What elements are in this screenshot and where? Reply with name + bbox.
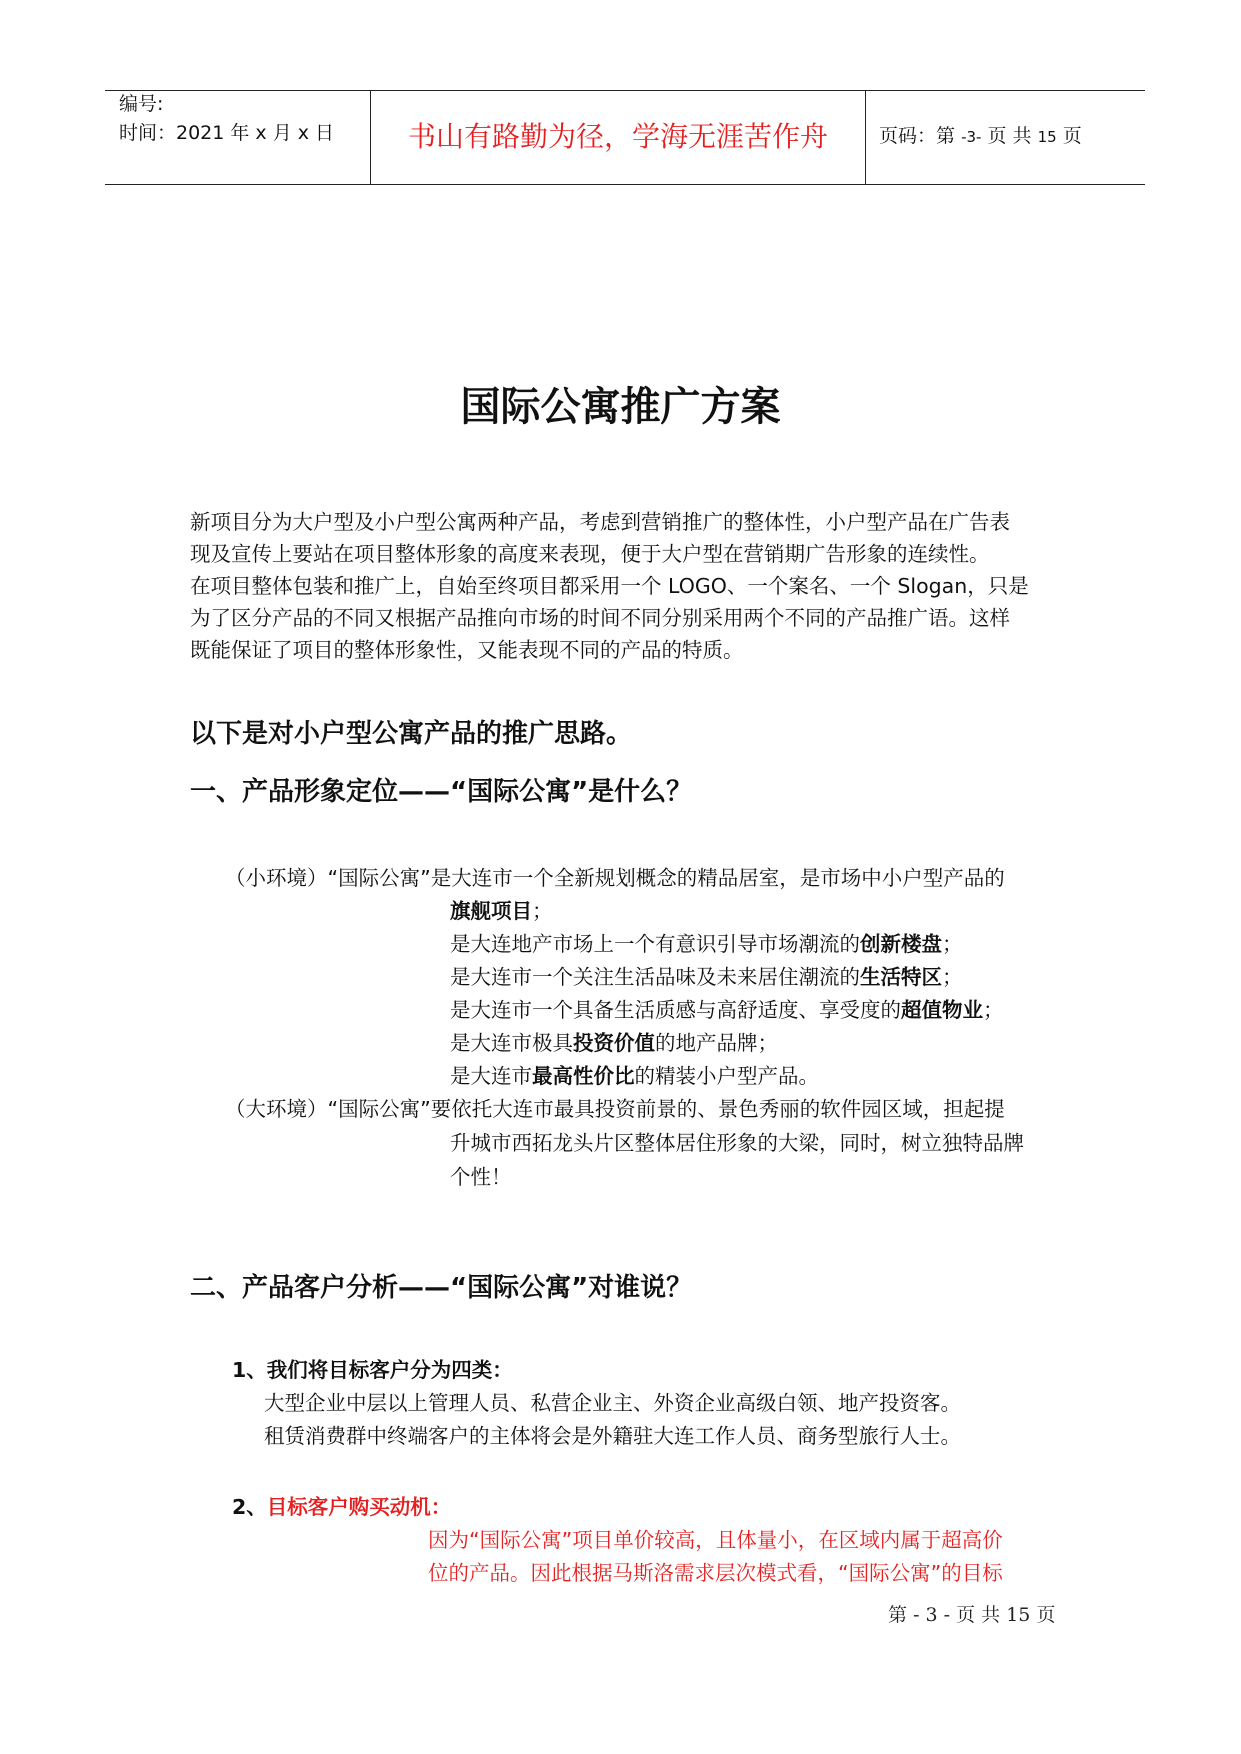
item-highlight: 生活特区 (860, 965, 942, 989)
small-env-label: （小环境）“国际公寓” (225, 866, 431, 890)
item-highlight: 旗舰项目 (450, 899, 532, 923)
subsection1-title (232, 1354, 513, 1386)
positioning-item (450, 1027, 778, 1059)
intro-line: 为了区分产品的不同又根据产品推向市场的时间不同分别采用两个不同的产品推广语。这样 (190, 606, 1010, 630)
item-text: 是大连市一个具备生活质感与高舒适度、享受度的 (450, 998, 901, 1022)
item-highlight: 创新楼盘 (860, 932, 942, 956)
positioning-item (450, 994, 1004, 1026)
subsection1-line: 租赁消费群中终端客户的主体将会是外籍驻大连工作人员、商务型旅行人士。 (264, 1424, 961, 1448)
page-footer (888, 1602, 1055, 1628)
section2-heading: 二、产品客户分析——“国际公寓”对谁说？ (190, 1273, 693, 1303)
item-highlight: 投资价值 (573, 1031, 655, 1055)
intro-paragraph (190, 506, 1060, 666)
header-left-cell (105, 91, 371, 184)
footer-suffix: 页 (1036, 1604, 1056, 1626)
page-total: 15 (1037, 128, 1057, 146)
page-suffix: 页 (1062, 125, 1082, 147)
page-mid: 页 共 (987, 125, 1032, 147)
item-text: ； (532, 899, 553, 923)
subsection1-number: 1、 (232, 1358, 267, 1382)
intro-line: 新项目分为大户型及小户型公寓两种产品，考虑到营销推广的整体性，小户型产品在广告表 (190, 510, 1010, 534)
positioning-item (450, 1060, 819, 1092)
big-env-text: 升城市西拓龙头片区整体居住形象的大梁，同时，树立独特品牌 (450, 1131, 1024, 1155)
item-text: 的精装小户型产品。 (634, 1064, 819, 1088)
small-env-text: 是大连市一个全新规划概念的精品居室，是市场中小户型产品的 (430, 866, 1005, 890)
item-highlight: 最高性价比 (532, 1064, 635, 1088)
intro-heading: 以下是对小户型公寓产品的推广思路。 (190, 719, 633, 749)
subsection1-text: 我们将目标客户分为四类： (266, 1358, 513, 1382)
subsection2-title (232, 1491, 451, 1523)
subsection2-line: 位的产品。因此根据马斯洛需求层次模式看，“国际公寓”的目标 (428, 1561, 1003, 1585)
positioning-item (450, 928, 963, 960)
header-right-cell (866, 91, 1145, 184)
item-highlight: 超值物业 (901, 998, 983, 1022)
item-text: 是大连市一个关注生活品味及未来居住潮流的 (450, 965, 860, 989)
big-env-text: 要依托大连市最具投资前景的、景色秀丽的软件园区域，担起提 (430, 1097, 1005, 1121)
item-text: 是大连市极具 (450, 1031, 573, 1055)
header-page-number (879, 123, 1082, 150)
big-env-text: 个性！ (450, 1165, 512, 1189)
section1-heading: 一、产品形象定位——“国际公寓”是什么？ (190, 777, 693, 807)
positioning-item (450, 895, 553, 927)
small-env-line (225, 862, 1005, 894)
big-env-label: （大环境）“国际公寓” (225, 1097, 431, 1121)
footer-mid: 页 共 (956, 1604, 1001, 1626)
item-text: ； (942, 932, 963, 956)
big-env-line (225, 1093, 1005, 1125)
item-text: 是大连地产市场上一个有意识引导市场潮流的 (450, 932, 860, 956)
document-title: 国际公寓推广方案 (460, 384, 781, 430)
document-code-label: 编号: (119, 93, 164, 115)
header-middle-cell (371, 91, 866, 184)
intro-line: 既能保证了项目的整体形象性，又能表现不同的产品的特质。 (190, 638, 744, 662)
header-motto: 书山有路勤为径，学海无涯苦作舟 (407, 120, 828, 153)
item-text: 的地产品牌； (655, 1031, 778, 1055)
footer-page-total: 15 (1006, 1604, 1031, 1626)
footer-prefix: 第 (888, 1604, 908, 1626)
page-prefix: 页码：第 (879, 125, 956, 147)
subsection2-number: 2、 (232, 1495, 267, 1519)
subsection2-line: 因为“国际公寓”项目单价较高，且体量小，在区域内属于超高价 (428, 1528, 1003, 1552)
page-header (105, 90, 1145, 185)
item-text: ； (983, 998, 1004, 1022)
subsection1-line: 大型企业中层以上管理人员、私营企业主、外资企业高级白领、地产投资客。 (264, 1391, 961, 1415)
item-text: ； (942, 965, 963, 989)
item-text: 是大连市 (450, 1064, 532, 1088)
positioning-item (450, 961, 963, 993)
intro-line: 现及宣传上要站在项目整体形象的高度来表现，便于大户型在营销期广告形象的连续性。 (190, 542, 990, 566)
document-time-label: 时间：2021 年 x 月 x 日 (119, 122, 335, 144)
footer-page-current: - 3 - (913, 1604, 951, 1626)
subsection2-text: 目标客户购买动机： (266, 1495, 452, 1519)
page-current: -3- (961, 128, 982, 146)
intro-line: 在项目整体包装和推广上，自始至终项目都采用一个 LOGO、一个案名、一个 Slogan，只是 (190, 574, 1029, 598)
